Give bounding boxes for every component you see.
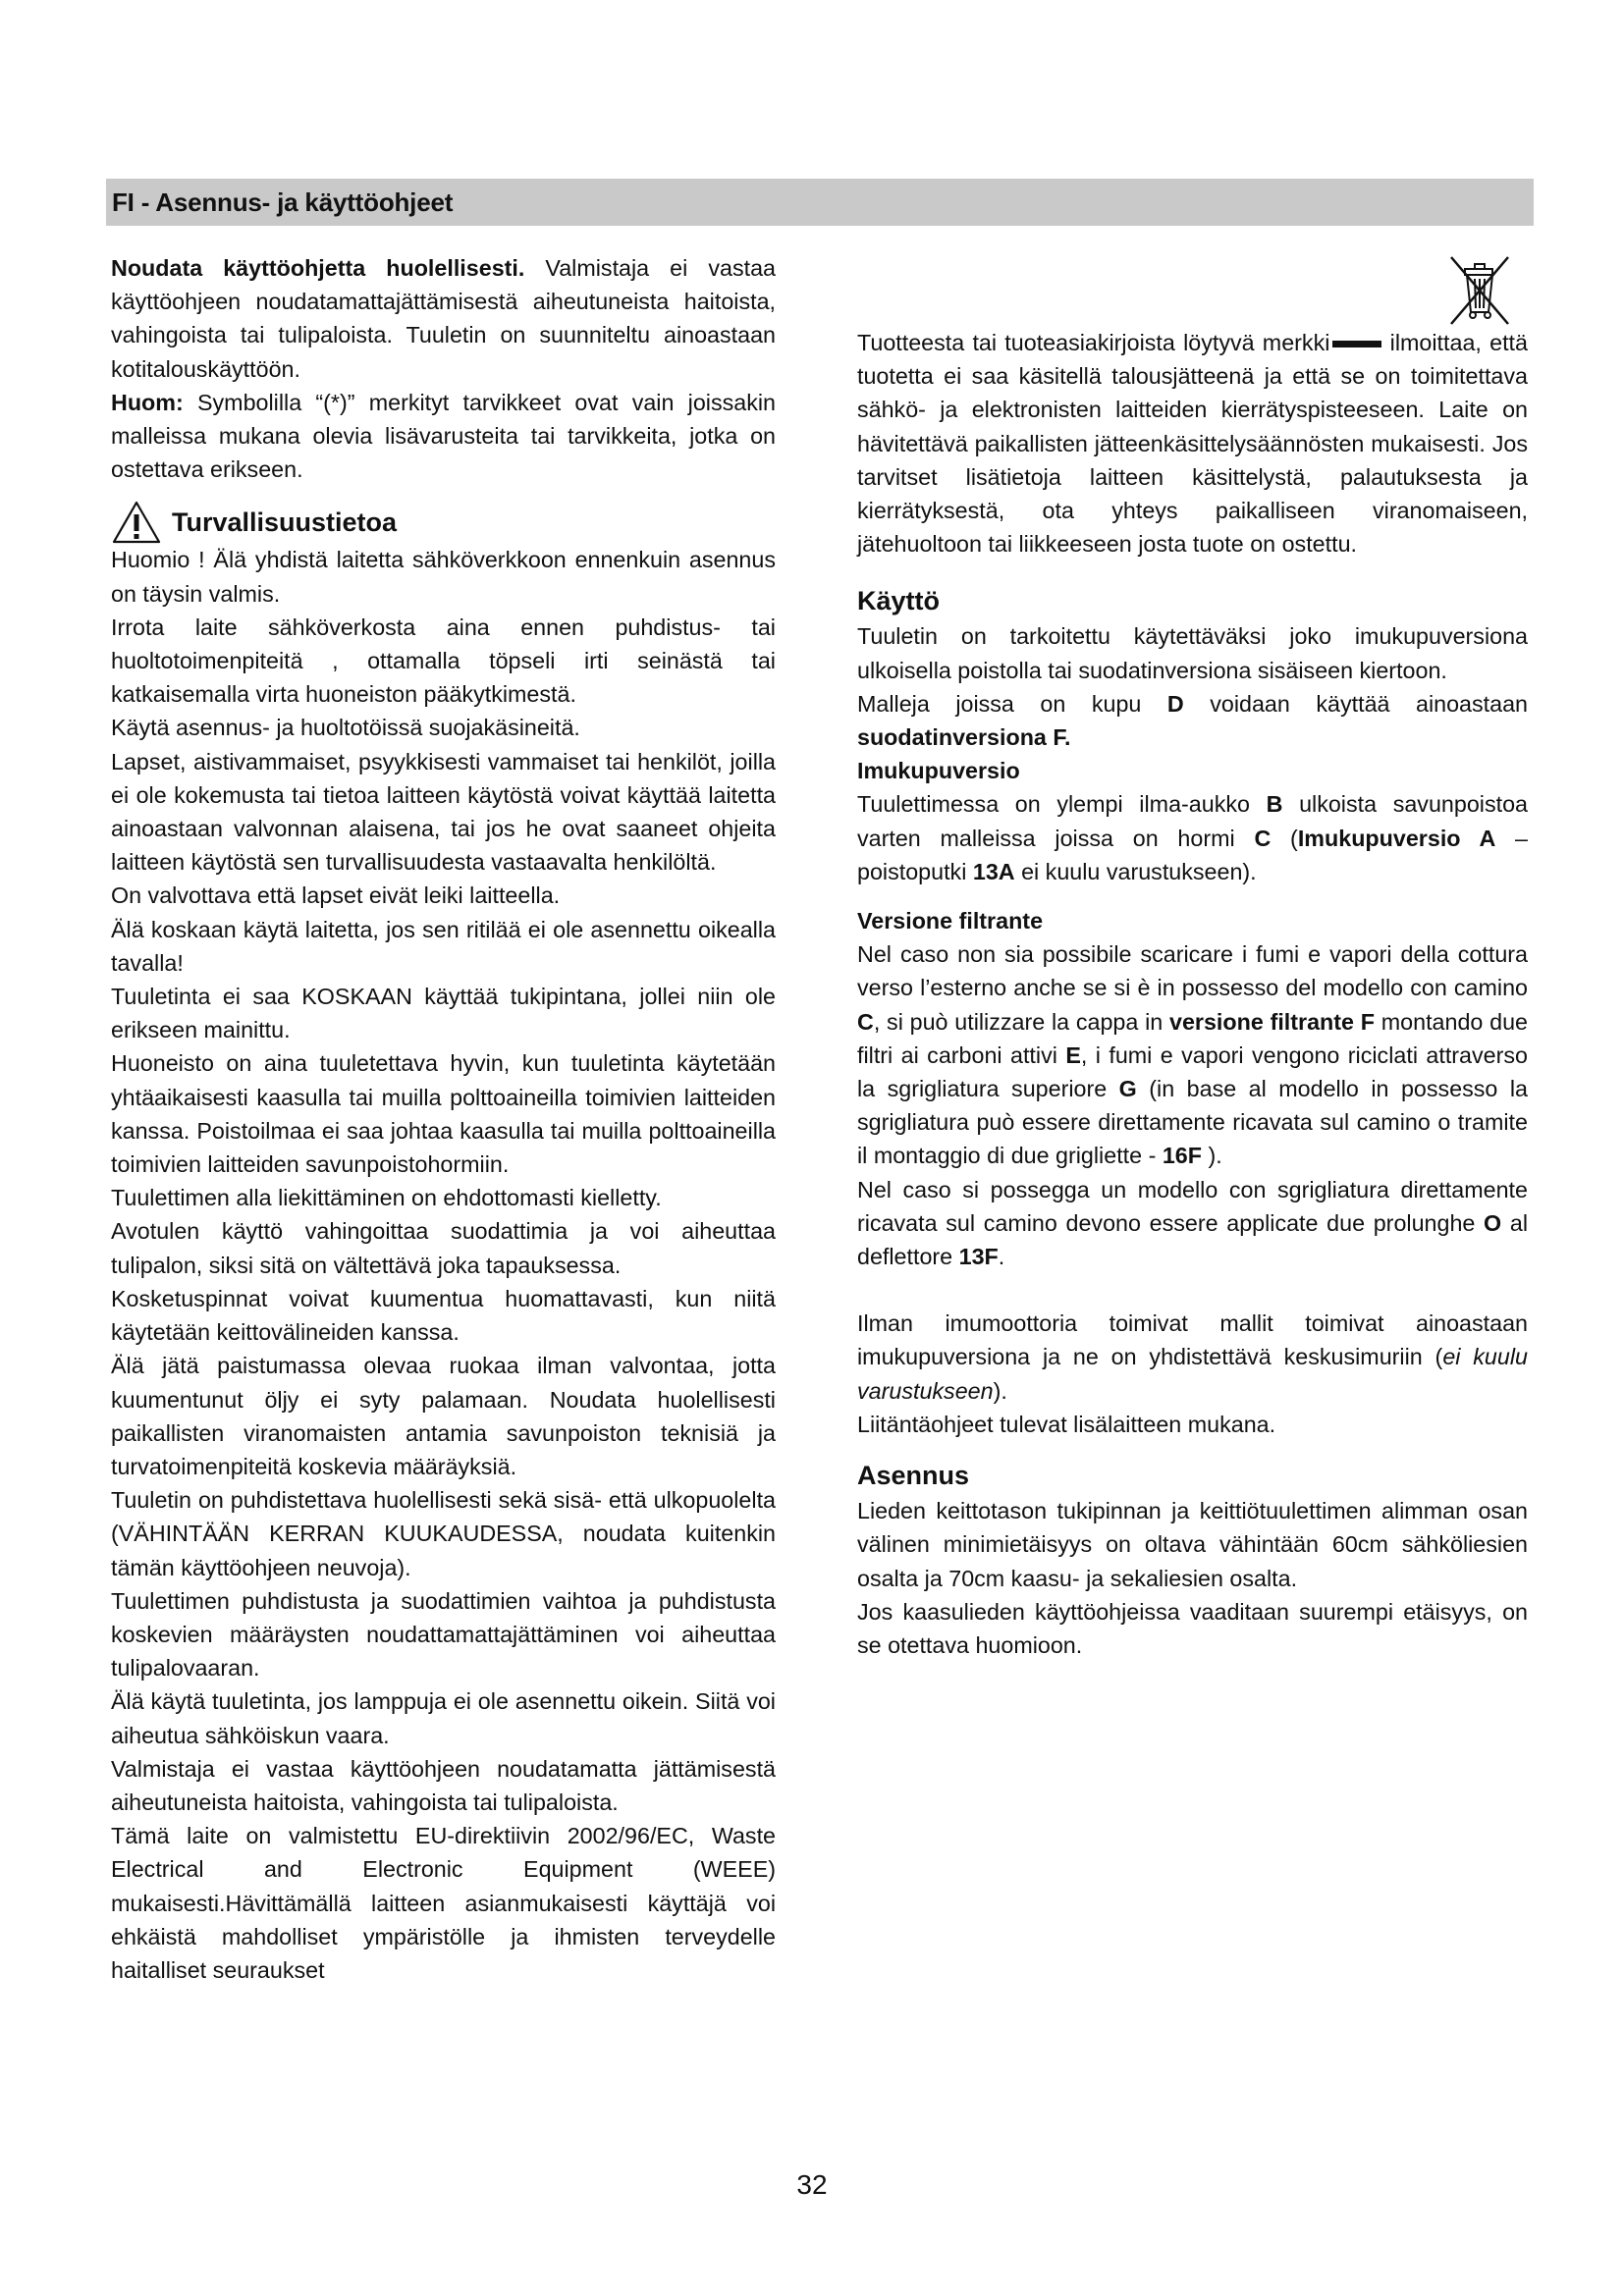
text: , i fumi e vapori vengono riciclati attraverso la sgrigliatura superiore xyxy=(857,1041,1528,1102)
safety-paragraph: Lapset, aistivammaiset, psyykkisesti vammaiset tai henkilöt, joilla ei ole kokemusta tai tietoa laitteen käytöstä voivat käyttää laitetta ainoastaan valvonnan alaisena, tai jos he ovat saaneet ohjeita laitteen käytöstä sen turvallisuudesta vastaavalta henkilöltä. xyxy=(111,748,776,876)
install-paragraph: Lieden keittotason tukipinnan ja keittiötuulettimen alimman osan välinen minimietäisyys on oltava vähintään 60cm sähköliesien osalta ja 70cm kaasu- ja sekaliesien osalta. xyxy=(857,1498,1528,1591)
right-column xyxy=(857,326,1528,1662)
imukupuversio-paragraph xyxy=(857,787,1528,888)
bold-label: O xyxy=(1484,1209,1502,1236)
bold-label: versione filtrante F xyxy=(1168,1008,1375,1035)
filter-paragraph xyxy=(857,937,1528,1172)
safety-paragraph: Älä koskaan käytä laitetta, jos sen ritilää ei ole asennettu oikealla tavalla! xyxy=(111,916,776,976)
bold-label: G xyxy=(1118,1076,1137,1102)
weee-crossed-bin-icon xyxy=(1447,253,1512,328)
section-header xyxy=(106,179,1534,226)
bold-label: C xyxy=(1254,825,1272,851)
text: Nel caso non sia possibile scaricare i fumi e vapori della cottura verso l’esterno anche se si è in possesso del modello con camino xyxy=(857,941,1528,1001)
text: Ilman imumoottoria toimivat mallit toimivat ainoastaan imukupuversiona ja ne on yhdistettävä keskusimuriin ( xyxy=(857,1310,1528,1370)
weee-black-bar-mark xyxy=(1332,341,1381,347)
safety-paragraph: Tämä laite on valmistettu EU-direktiivin 2002/96/EC, Waste Electrical and Electronic Equipment (WEEE) mukaisesti.Hävittämällä laitteen asianmukaisesti käyttäjä voi ehkäistä mahdolliset ympäristölle ja ihmisten terveydelle haitalliset seuraukset xyxy=(111,1823,776,1983)
bold-label: C xyxy=(857,1008,874,1035)
weee-paragraph xyxy=(857,326,1528,561)
text: (in base al modello in possesso la sgrigliatura può essere direttamente ricavata sul camino o tramite il montaggio di due grigliette - xyxy=(857,1076,1529,1169)
text: – poistoputki xyxy=(857,825,1529,884)
safety-paragraph: Älä jätä paistumassa olevaa ruokaa ilman valvontaa, jotta kuumentunut öljy ei syty palamaan. Noudata huolellisesti paikallisten viranomaisten antamia savunpoiston teknisiä ja turvatoimenpiteitä koskevia määräyksiä. xyxy=(111,1353,776,1479)
note-rest: Symbolilla “(*)” merkityt tarvikkeet ovat vain joissakin malleissa mukana olevia lisävarusteita tai tarvikkeita, jotka on ostettava erikseen. xyxy=(111,389,776,483)
italic-text: ei kuulu varustukseen xyxy=(857,1344,1528,1404)
safety-paragraph: Käytä asennus- ja huoltotöissä suojakäsineitä. xyxy=(111,715,580,741)
bold-label: E xyxy=(1065,1041,1081,1068)
safety-heading: Turvallisuustietoa xyxy=(172,507,398,538)
text: ). xyxy=(993,1377,1007,1404)
usage-heading: Käyttö xyxy=(857,586,941,616)
safety-paragraph: Irrota laite sähköverkosta aina ennen puhdistus- tai huoltotoimenpiteitä , ottamalla töpseli irti seinästä tai katkaisemalla virta huoneiston pääkytkimestä. xyxy=(111,614,776,708)
safety-paragraph: On valvottava että lapset eivät leiki laitteella. xyxy=(111,882,561,909)
text: . xyxy=(998,1244,1005,1270)
text: ulkoista savunpoistoa varten malleissa joissa on hormi xyxy=(857,791,1528,851)
safety-paragraph: Tuulettimen alla liekittäminen on ehdottomasti kielletty. xyxy=(111,1185,662,1211)
section-title: FI - Asennus- ja käyttöohjeet xyxy=(112,187,454,217)
safety-paragraph: Älä käytä tuuletinta, jos lamppuja ei ole asennettu oikein. Siitä voi aiheutua sähköiskun vaara. xyxy=(111,1688,776,1748)
text: Malleja joissa on kupu xyxy=(857,690,1167,717)
motor-paragraph-2: Liitäntäohjeet tulevat lisälaitteen mukana. xyxy=(857,1411,1276,1437)
usage-paragraph: Tuuletin on tarkoitettu käytettäväksi joko imukupuversiona ulkoisella poistolla tai suodatinversiona sisäiseen kiertoon. xyxy=(857,623,1528,683)
note-paragraph xyxy=(111,386,776,487)
intro-bold: Noudata käyttöohjetta huolellisesti. xyxy=(111,255,525,281)
bold-label: D xyxy=(1166,690,1184,717)
safety-paragraph: Avotulen käyttö vahingoittaa suodattimia ja voi aiheuttaa tulipalon, siksi sitä on vältettävä joka tapauksessa. xyxy=(111,1218,776,1278)
text: ). xyxy=(1201,1143,1222,1169)
text: voidaan käyttää ainoastaan xyxy=(1183,690,1528,717)
warning-triangle-icon xyxy=(111,500,162,545)
text: , si può utilizzare la cappa in xyxy=(873,1008,1169,1035)
weee-text-cont: ilmoittaa, että tuotetta ei saa käsitellä talousjätteenä ja että se on toimitettava sähkö- ja elektronisten laitteiden kierrätyspisteeseen. Laite on hävitettävä paikallisten jätteenkäsittelysäännösten mukaisesti. Jos tarvitset lisätietoja laitteen käsittelystä, palautuksesta ja kierrätyksestä, ota yhteys paikalliseen viranomaiseen, jätehuoltoon tai liikkeeseen josta tuote on ostettu. xyxy=(857,330,1528,558)
filter-heading: Versione filtrante xyxy=(857,908,1044,934)
bold-label: Imukupuversio A xyxy=(1297,825,1496,851)
text: Tuulettimessa on ylempi ilma-aukko xyxy=(857,791,1267,818)
usage-paragraph-2 xyxy=(857,687,1528,754)
bold-label: 16F xyxy=(1162,1143,1202,1169)
page-number: 32 xyxy=(796,2169,828,2200)
filter-paragraph-2 xyxy=(857,1173,1528,1274)
safety-paragraph: Tuulettimen puhdistusta ja suodattimien vaihtoa ja puhdistusta koskevien määräysten noudattamattajättäminen voi aiheuttaa tulipalovaaran. xyxy=(111,1587,776,1682)
left-column xyxy=(111,251,776,1987)
text: al deflettore xyxy=(857,1209,1528,1270)
intro-paragraph xyxy=(111,251,776,386)
install-paragraph-2: Jos kaasulieden käyttöohjeissa vaaditaan suurempi etäisyys, on se otettava huomioon. xyxy=(857,1598,1528,1658)
safety-paragraph: Tuuletinta ei saa KOSKAAN käyttää tukipintana, jollei niin ole erikseen mainittu. xyxy=(111,984,776,1043)
intro-rest: Valmistaja ei vastaa käyttöohjeen noudatamattajättämisestä aiheutuneista haitoista, vahingoista tai tulipaloista. Tuuletin on suunniteltu ainoastaan kotitalouskäyttöön. xyxy=(111,255,776,382)
safety-paragraph: Valmistaja ei vastaa käyttöohjeen noudatamatta jättämisestä aiheutuneista haitoista, vahingoista tai tulipaloista. xyxy=(111,1755,776,1815)
text: ( xyxy=(1271,825,1298,851)
text: Nel caso si possegga un modello con sgrigliatura direttamente ricavata sul camino devono essere applicate due prolunghe xyxy=(857,1176,1528,1236)
bold-label: 13F xyxy=(958,1244,999,1270)
text: ei kuulu varustukseen). xyxy=(1014,858,1257,884)
safety-paragraph: Huoneisto on aina tuuletettava hyvin, kun tuuletinta käytetään yhtäaikaisesti kaasulla tai muilla polttoaineilla toimivien laitteiden kanssa. Poistoilmaa ei saa johtaa kaasulla tai muilla polttoaineilla toimivien laitteiden savunpoistohormiin. xyxy=(111,1050,776,1178)
bold-label: suodatinversiona F. xyxy=(857,724,1071,751)
safety-paragraph: Tuuletin on puhdistettava huolellisesti sekä sisä- että ulkopuolelta (VÄHINTÄÄN KERRAN KUUKAUDESSA, noudata kuitenkin tämän käyttöohjeen neuvoja). xyxy=(111,1487,776,1580)
bold-label: 13A xyxy=(972,858,1015,884)
imukupuversio-heading: Imukupuversio xyxy=(857,758,1020,784)
safety-paragraph: Kosketuspinnat voivat kuumentua huomattavasti, kun niitä käytetään keittovälineiden kanssa. xyxy=(111,1285,776,1346)
install-heading: Asennus xyxy=(857,1461,970,1491)
safety-paragraph: Huomio ! Älä yhdistä laitetta sähköverkkoon ennenkuin asennus on täysin valmis. xyxy=(111,547,776,607)
safety-heading-row xyxy=(111,500,776,545)
text: montando due filtri ai carboni attivi xyxy=(857,1008,1529,1068)
note-bold: Huom: xyxy=(111,389,184,415)
bold-label: B xyxy=(1266,791,1283,818)
motor-paragraph xyxy=(857,1307,1528,1408)
weee-text: Tuotteesta tai tuoteasiakirjoista löytyvä merkki xyxy=(857,330,1330,355)
